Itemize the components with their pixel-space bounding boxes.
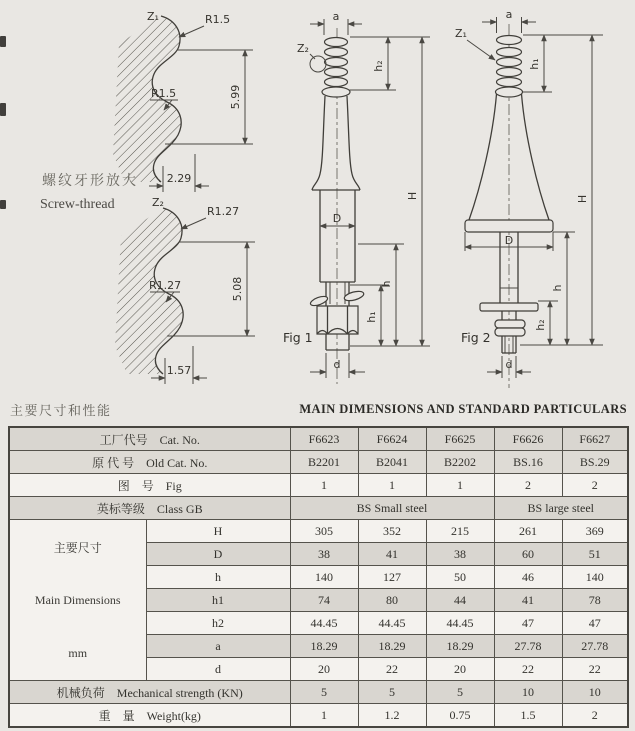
z1-depth-label: 5.99 [229,84,242,110]
old-cat-no: B2041 [358,451,426,474]
dim-value: 60 [494,543,562,566]
cat-no: F6623 [290,427,358,451]
z2-label: Z₂ [152,196,164,209]
dim-value: 27.78 [562,635,628,658]
fig1-dim-d: d [333,358,341,371]
dim-name: h1 [146,589,290,612]
dim-value: 127 [358,566,426,589]
dim-value: 22 [562,658,628,681]
scan-artifact [0,103,6,116]
fig1-dim-D: D [332,212,342,225]
table-row-dim-H [9,520,628,543]
weight-value: 1 [290,704,358,728]
dim-value: 22 [358,658,426,681]
fig1-dim-h2: h₂ [372,60,385,72]
fig1-caption: Fig 1 [283,330,313,345]
cat-label-en: Cat. No. [159,432,200,447]
dim-value: 44.45 [426,612,494,635]
fig-no: 1 [290,474,358,497]
dim-value: 261 [494,520,562,543]
class-label-cn: 英标等级 [96,501,145,516]
dim-value: 305 [290,520,358,543]
dim-value: 20 [426,658,494,681]
fig-label-en: Fig [165,478,182,493]
dim-name: d [146,658,290,681]
strength-value: 5 [426,681,494,704]
z1-label: Z₁ [147,10,159,23]
table-row-old-cat [9,451,628,474]
thread-detail-z2 [105,196,275,396]
dim-name: H [146,520,290,543]
weight-label-cn: 重 量 [98,708,135,723]
fig-no: 1 [358,474,426,497]
dim-value: 47 [494,612,562,635]
dim-value: 20 [290,658,358,681]
z2-pitch-label: 1.57 [166,364,192,377]
dim-value: 50 [426,566,494,589]
dim-value: 51 [562,543,628,566]
fig1-z2-ref: Z₂ [297,42,309,55]
fig1-dim-a: a [332,10,340,23]
table-row-cat [9,427,628,451]
fig2-dim-D: D [504,234,514,247]
weight-value: 2 [562,704,628,728]
fig2-dim-d: d [505,358,513,371]
dim-value: 80 [358,589,426,612]
section-title-en: MAIN DIMENSIONS AND STANDARD PARTICULARS [299,402,627,416]
fig1-dim-h1: h₁ [365,311,378,323]
table-row-weight [9,704,628,728]
fig2-z1-ref: Z₁ [455,27,467,40]
strength-label-en: Mechanical strength (KN) [116,685,243,700]
z2-r-top-label: R1.27 [207,205,240,218]
thread-caption-en: Screw-thread [40,197,115,212]
old-cat-label-en: Old Cat. No. [146,455,208,470]
dim-value: 41 [358,543,426,566]
dim-value: 140 [562,566,628,589]
dim-value: 18.29 [358,635,426,658]
cat-no: F6624 [358,427,426,451]
fig2-dim-h1: h₁ [528,58,541,70]
dim-value: 352 [358,520,426,543]
dim-name: h [146,566,290,589]
dim-value: 38 [426,543,494,566]
weight-value: 1.5 [494,704,562,728]
old-cat-label-cn: 原 代 号 [92,455,135,470]
dim-value: 215 [426,520,494,543]
dim-value: 44 [426,589,494,612]
fig1-dim-H: H [406,191,419,201]
dim-value: 18.29 [290,635,358,658]
table-row-class [9,497,628,520]
z2-r-mid-label: R1.27 [149,279,182,292]
old-cat-no: B2202 [426,451,494,474]
dim-value: 22 [494,658,562,681]
scan-artifact [0,200,6,209]
dim-value: 47 [562,612,628,635]
fig2-drawing [445,4,630,396]
dim-name: D [146,543,290,566]
old-cat-no: B2201 [290,451,358,474]
strength-value: 5 [290,681,358,704]
fig2-dim-h2: h₂ [534,319,547,331]
dims-label-cn: 主要尺寸 [53,540,102,555]
strength-value: 10 [562,681,628,704]
class-group-large: BS large steel [494,497,628,520]
fig-no: 2 [562,474,628,497]
dim-value: 44.45 [358,612,426,635]
weight-value: 1.2 [358,704,426,728]
thread-coils [496,36,523,98]
scan-artifact [0,36,6,47]
fig1-dim-h: h [380,280,393,288]
fig-no: 1 [426,474,494,497]
dim-value: 41 [494,589,562,612]
z2-depth-label: 5.08 [231,276,244,302]
table-row-fig [9,474,628,497]
old-cat-no: BS.29 [562,451,628,474]
weight-label-en: Weight(kg) [146,708,201,723]
fig2-dim-h: h [551,284,564,292]
class-group-small: BS Small steel [290,497,494,520]
table-row-strength [9,681,628,704]
fig2-dim-H: H [576,194,589,204]
thread-caption-cn: 螺纹牙形放大 [42,174,138,189]
dim-value: 27.78 [494,635,562,658]
detail-balloon [310,56,326,72]
thread-coils [322,38,350,98]
weight-value: 0.75 [426,704,494,728]
strength-label-cn: 机械负荷 [56,685,105,700]
dims-group-cell [9,520,146,681]
fig-no: 2 [494,474,562,497]
dims-unit: mm [68,646,88,661]
cat-label-cn: 工厂代号 [99,432,148,447]
dim-value: 74 [290,589,358,612]
fig2-caption: Fig 2 [461,330,491,345]
spec-table [8,426,629,728]
z1-r-top-label: R1.5 [205,13,231,26]
class-label-en: Class GB [156,501,203,516]
section-title-cn: 主要尺寸和性能 [10,403,112,418]
dim-value: 369 [562,520,628,543]
dim-value: 46 [494,566,562,589]
cat-no: F6627 [562,427,628,451]
dim-name: h2 [146,612,290,635]
fig2-dim-a: a [505,8,513,21]
strength-value: 5 [358,681,426,704]
dims-label-en: Main Dimensions [34,593,121,608]
dim-value: 140 [290,566,358,589]
dim-value: 44.45 [290,612,358,635]
fig1-drawing [270,4,445,390]
strength-value: 10 [494,681,562,704]
old-cat-no: BS.16 [494,451,562,474]
cat-no: F6625 [426,427,494,451]
z1-r-mid-label: R1.5 [151,87,177,100]
dim-value: 38 [290,543,358,566]
dim-name: a [146,635,290,658]
fig-label-cn: 图 号 [117,478,154,493]
dim-value: 78 [562,589,628,612]
z1-pitch-label: 2.29 [166,172,192,185]
dim-value: 18.29 [426,635,494,658]
cat-no: F6626 [494,427,562,451]
